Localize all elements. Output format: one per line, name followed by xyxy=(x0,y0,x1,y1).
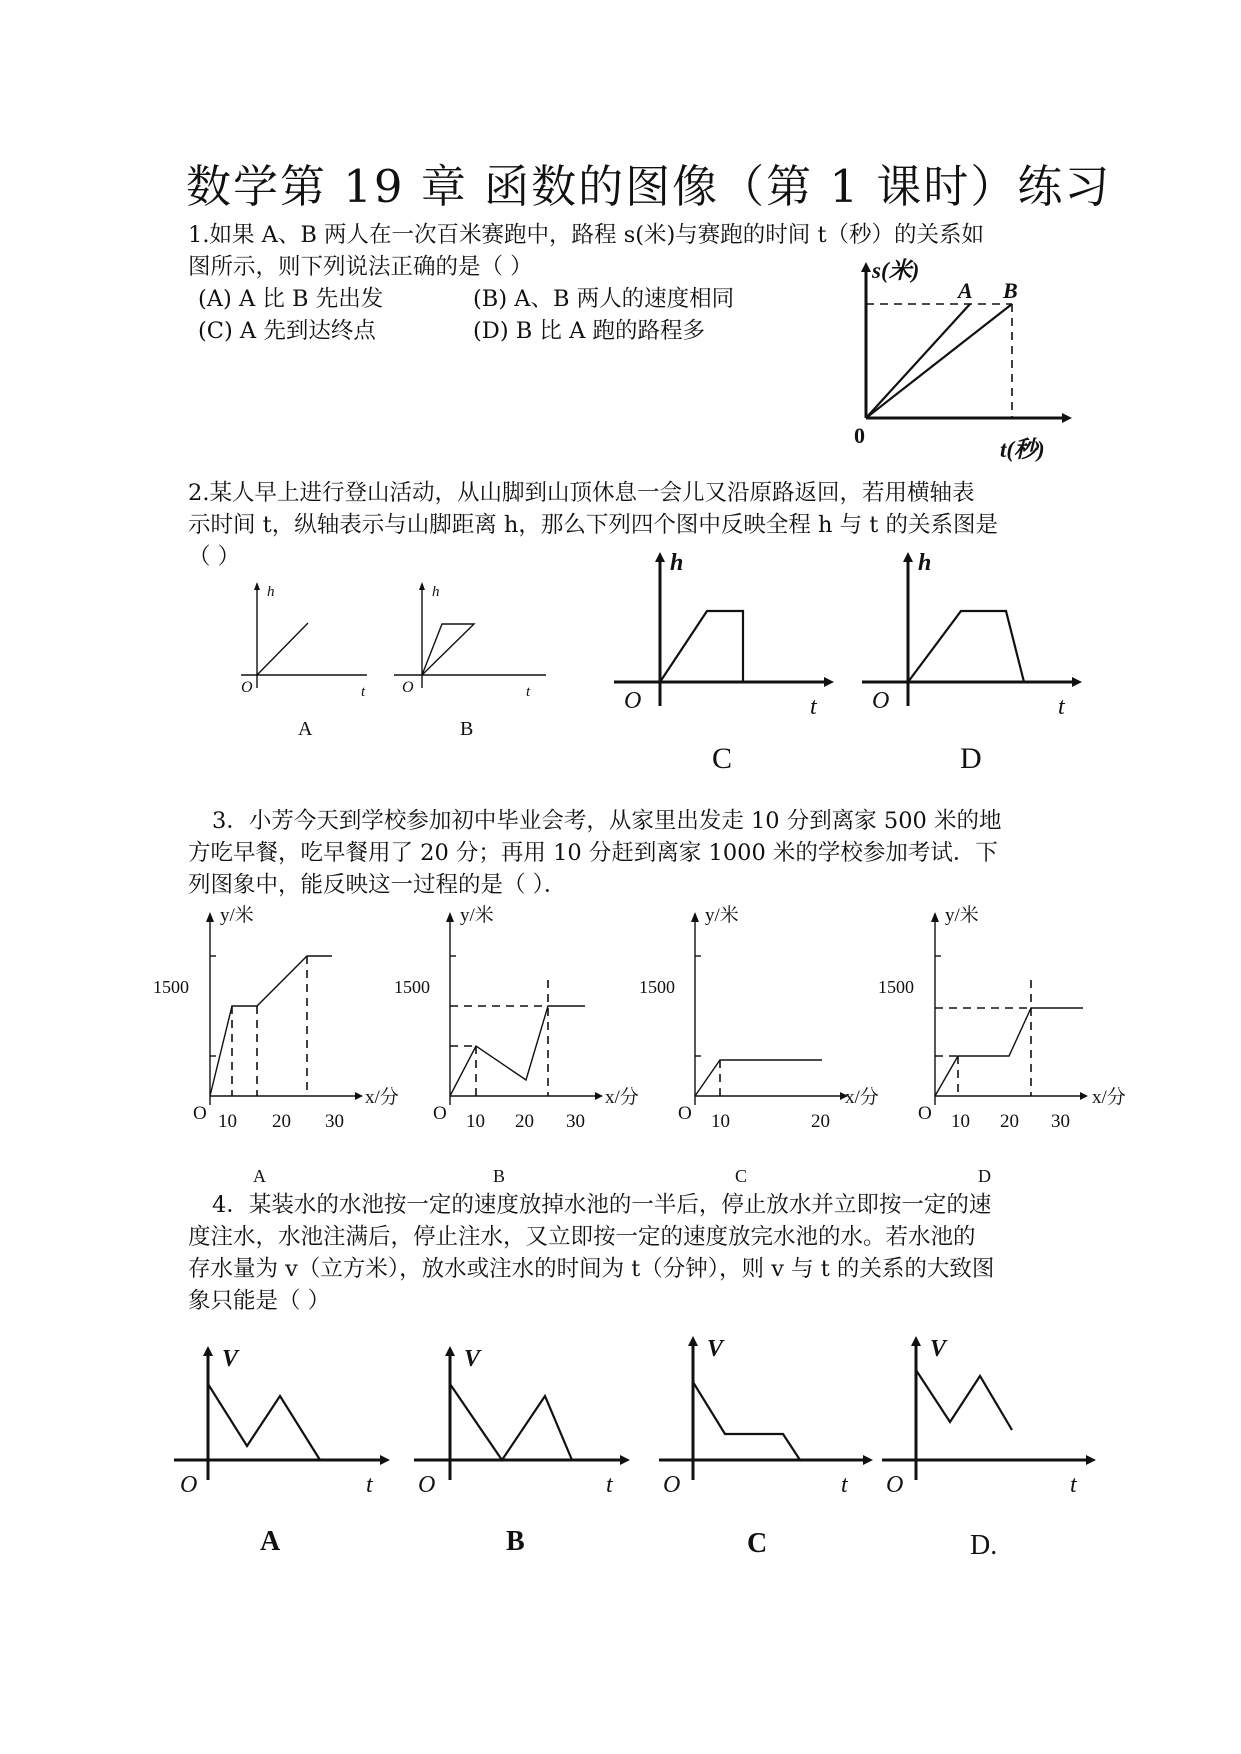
svg-text:30: 30 xyxy=(1051,1111,1070,1132)
svg-text:V: V xyxy=(930,1336,947,1362)
q2-graph-d xyxy=(858,548,1088,778)
svg-text:20: 20 xyxy=(811,1111,830,1132)
q4-graph-d xyxy=(878,1330,1108,1560)
q1-line-b xyxy=(866,304,1012,418)
svg-text:10: 10 xyxy=(711,1111,730,1132)
svg-text:t: t xyxy=(810,694,817,720)
q1-option-b: (B) A、B 两人的速度相同 xyxy=(473,286,735,312)
svg-text:y/米: y/米 xyxy=(945,905,979,926)
q2-label-c: C xyxy=(712,742,733,775)
svg-text:O: O xyxy=(193,1103,207,1124)
svg-text:V: V xyxy=(222,1346,239,1372)
svg-text:10: 10 xyxy=(466,1111,485,1132)
page-title: 数学第 19 章 函数的图像（第 1 课时）练习 xyxy=(186,160,1112,213)
q3-graph-b xyxy=(390,900,639,1190)
svg-text:t: t xyxy=(606,1472,613,1498)
q4-stem-line3: 存水量为 v（立方米），放水或注水的时间为 t（分钟），则 v 与 t 的关系的大致图 xyxy=(188,1256,995,1282)
svg-text:O: O xyxy=(241,679,253,696)
q2-stem-line1: 2.某人早上进行登山活动，从山脚到山顶休息一会儿又沿原路返回，若用横轴表 xyxy=(188,480,975,506)
svg-text:30: 30 xyxy=(325,1111,344,1132)
q1-option-a: (A) A 比 B 先出发 xyxy=(198,286,384,312)
q3-graph-c xyxy=(635,900,880,1190)
svg-text:10: 10 xyxy=(218,1111,237,1132)
q2-stem-line2: 示时间 t，纵轴表示与山脚距离 h，那么下列四个图中反映全程 h 与 t 的关系图是 xyxy=(188,512,998,538)
svg-text:t: t xyxy=(361,684,366,700)
svg-text:V: V xyxy=(707,1336,724,1362)
q3-label-b: B xyxy=(493,1166,506,1186)
svg-text:O: O xyxy=(433,1103,447,1124)
q3-stem-line2: 方吃早餐，吃早餐用了 20 分；再用 10 分赶到离家 1000 米的学校参加考试．下 xyxy=(188,840,998,866)
svg-text:10: 10 xyxy=(951,1111,970,1132)
svg-text:20: 20 xyxy=(272,1111,291,1132)
svg-text:20: 20 xyxy=(1000,1111,1019,1132)
q4-graph-a xyxy=(170,1340,400,1560)
svg-text:t: t xyxy=(1058,694,1065,720)
q4-label-d: D. xyxy=(970,1530,998,1561)
svg-text:t: t xyxy=(1070,1472,1077,1498)
q1-option-c: (C) A 先到达终点 xyxy=(198,318,376,344)
q3-graph-d xyxy=(875,900,1126,1190)
q2-graph-c xyxy=(610,548,840,778)
q1-stem-line1: 1.如果 A、B 两人在一次百米赛跑中，路程 s(米)与赛跑的时间 t（秒）的关系如 xyxy=(188,222,985,248)
svg-text:30: 30 xyxy=(566,1111,585,1132)
svg-text:x/分: x/分 xyxy=(605,1087,639,1108)
svg-text:t: t xyxy=(841,1472,848,1498)
svg-text:O: O xyxy=(402,679,414,696)
svg-text:1500: 1500 xyxy=(394,977,430,997)
q1-option-d: (D) B 比 A 跑的路程多 xyxy=(473,318,705,344)
q3-stem-line3: 列图象中，能反映这一过程的是（ ）． xyxy=(188,872,567,898)
q1-stem-line2: 图所示，则下列说法正确的是（ ） xyxy=(188,254,533,280)
svg-text:h: h xyxy=(670,550,684,576)
svg-text:h: h xyxy=(267,584,275,600)
svg-text:y/米: y/米 xyxy=(220,905,254,926)
q1-label-b: B xyxy=(1003,278,1018,303)
q3-label-c: C xyxy=(735,1166,748,1186)
svg-text:t: t xyxy=(366,1472,373,1498)
svg-text:O: O xyxy=(663,1472,681,1498)
svg-text:O: O xyxy=(624,688,642,714)
svg-text:O: O xyxy=(678,1103,692,1124)
svg-text:O: O xyxy=(872,688,890,714)
q4-label-a: A xyxy=(260,1526,281,1557)
q2-graph-a xyxy=(225,578,385,738)
q2-label-a: A xyxy=(298,718,313,740)
q2-label-d: D xyxy=(960,742,982,775)
svg-text:h: h xyxy=(432,584,440,600)
q4-stem-line4: 象只能是（ ） xyxy=(188,1288,331,1314)
q3-stem-line1: 3．小芳今天到学校参加初中毕业会考，从家里出发走 10 分到离家 500 米的地 xyxy=(212,808,1002,834)
q4-graph-b xyxy=(410,1340,640,1560)
svg-text:x/分: x/分 xyxy=(365,1087,399,1108)
svg-text:1500: 1500 xyxy=(153,977,189,997)
q1-xlabel: t(秒) xyxy=(1000,437,1045,462)
q4-stem-line1: 4．某装水的水池按一定的速度放掉水池的一半后，停止放水并立即按一定的速 xyxy=(212,1192,992,1218)
svg-text:x/分: x/分 xyxy=(845,1087,879,1108)
svg-text:O: O xyxy=(418,1472,436,1498)
q1-graph xyxy=(840,258,1080,468)
svg-text:y/米: y/米 xyxy=(705,905,739,926)
q1-ylabel: s(米) xyxy=(872,258,920,283)
svg-text:t: t xyxy=(526,684,531,700)
svg-text:O: O xyxy=(886,1472,904,1498)
q2-label-b: B xyxy=(460,718,474,740)
q1-line-a xyxy=(866,304,970,418)
q2-stem-line3: （ ） xyxy=(188,544,241,570)
q3-label-d: D xyxy=(978,1166,991,1186)
svg-text:20: 20 xyxy=(515,1111,534,1132)
q2-graph-b xyxy=(390,578,550,738)
svg-text:V: V xyxy=(464,1346,481,1372)
svg-text:h: h xyxy=(918,550,932,576)
svg-text:x/分: x/分 xyxy=(1092,1087,1126,1108)
q4-label-c: C xyxy=(747,1528,768,1559)
q4-label-b: B xyxy=(506,1526,525,1557)
svg-text:O: O xyxy=(180,1472,198,1498)
q1-origin: 0 xyxy=(854,423,865,448)
q1-label-a: A xyxy=(958,278,973,303)
q4-graph-c xyxy=(655,1330,885,1560)
svg-text:1500: 1500 xyxy=(639,977,675,997)
svg-text:1500: 1500 xyxy=(878,977,914,997)
q4-stem-line2: 度注水，水池注满后，停止注水，又立即按一定的速度放完水池的水。若水池的 xyxy=(188,1224,976,1250)
q3-label-a: A xyxy=(253,1166,266,1186)
q3-graph-a xyxy=(150,900,399,1190)
svg-text:O: O xyxy=(918,1103,932,1124)
svg-text:y/米: y/米 xyxy=(460,905,494,926)
